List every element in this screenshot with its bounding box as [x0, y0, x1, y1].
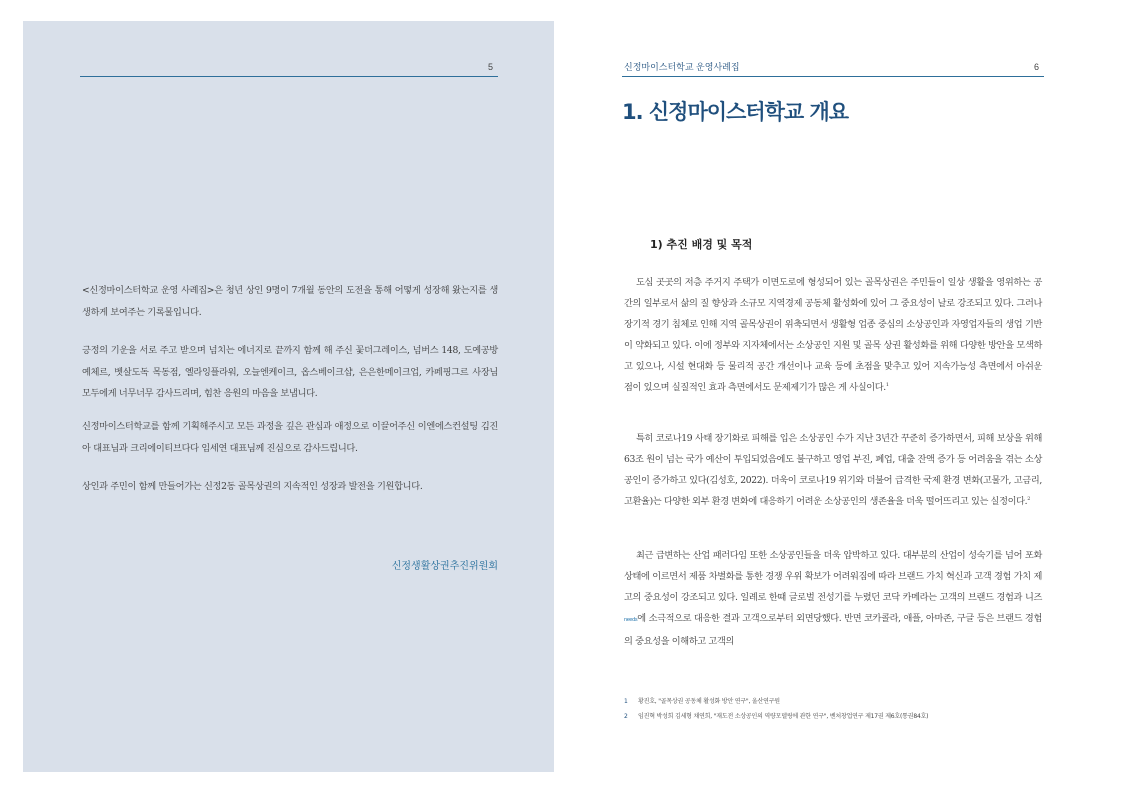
footnote-1-text: 황진호, "골목상권 공동체 활성화 방안 연구", 울산연구원 — [638, 698, 780, 705]
closing-paragraph: 상인과 주민이 함께 만들어가는 신정2동 골목상권의 지속적인 성장과 발전을 기원합니다. — [82, 481, 423, 492]
footnote-ref-2: 2 — [1027, 495, 1031, 502]
footnote-1-number: 1 — [624, 698, 628, 705]
section-heading: 1) 추진 배경 및 목적 — [650, 238, 753, 251]
header-rule-left — [80, 76, 498, 77]
body-paragraph-2-text: 특히 코로나19 사태 장기화로 피해를 입은 소상공인 수가 지난 3년간 꾸준히 증가하면서, 피해 보상을 위해 63조 원이 넘는 국가 예산이 투입되었음에도 불구하고 영업 부진, 폐업, 대출 잔액 증가 등 어려움을 겪는 소상공인이 증가하고 있다(김성호, 2022). 더욱이 코로나19 위기와 더불어 급격한 국제 환경 변화(고물가, 고금리, 고환율)는 다양한 외부 환경 변화에 대응하기 어려운 소상공인의 생존율을 더욱 떨어뜨리고 있는 실정이다. — [624, 433, 1042, 507]
needs-annotation: needs — [624, 617, 638, 623]
signature: 신정생활상권추진위원회 — [391, 561, 498, 572]
body-paragraph-3 — [624, 545, 1042, 652]
footnote-1 — [624, 696, 780, 705]
page-number-right: 6 — [1034, 62, 1040, 72]
chapter-title: 1. 신정마이스터학교 개요 — [622, 100, 849, 124]
body-paragraph-2 — [624, 428, 1042, 512]
thanks-partners-paragraph: 신정마이스터학교를 함께 기획해주시고 모든 과정을 깊은 관심과 애정으로 이끌어주신 이엔에스컨설팅 김진아 대표님과 크리에이티브다다 임세연 대표님께 진심으로 감사드립니다. — [82, 421, 498, 454]
footnote-2-number: 2 — [624, 713, 628, 720]
body-paragraph-1-text: 도심 곳곳의 저층 주거지 주택가 이면도로에 형성되어 있는 골목상권은 주민들이 일상 생활을 영위하는 공간의 일부로서 삶의 질 향상과 소규모 지역경제 공동체 활성화에 있어 그 중요성이 날로 강조되고 있다. 그러나 장기적 경기 침체로 인해 지역 골목상권이 위축되면서 생활형 업종 중심의 소상공인과 자영업자들의 생업 기반이 약화되고 있다. 이에 정부와 지자체에서는 소상공인 지원 및 골목 상권 활성화를 위해 다양한 방안을 모색하고 있으나, 시설 현대화 등 물리적 공간 개선이나 교육 등에 초점을 맞추고 있어 지속가능성 측면에서 아쉬운 점이 있으며 실질적인 효과 측면에서도 문제제기가 많은 게 사실이다. — [624, 277, 1042, 393]
footnote-ref-1: 1 — [885, 381, 889, 388]
header-rule-right — [622, 76, 1044, 77]
thanks-merchants-paragraph: 긍정의 기운을 서로 주고 받으며 넘치는 에너지로 끝까지 함께 해 주신 꽃더그레이스, 넘버스 148, 도예공방예체르, 벳살도독 목동점, 옐라잉플라워, 오늘엔케이크, 옵스베이크샵, 은은한메이크업, 카페핑그르 사장님 모두에게 너무너무 감사드리며, 힘찬 응원의 마음을 보냅니다. — [82, 345, 498, 399]
body-paragraph-3-text-a: 최근 급변하는 산업 패러다임 또한 소상공인들을 더욱 압박하고 있다. 대부분의 산업이 성숙기를 넘어 포화 상태에 이르면서 제품 차별화를 통한 경쟁 우위 확보가 어려워짐에 따라 브랜드 가치 혁신과 고객 경험 가치 제고의 중요성이 강조되고 있다. 일례로 한때 글로벌 전성기를 누렸던 코닥 카메라는 고객의 브랜드 경험과 니즈 — [624, 550, 1042, 603]
body-paragraph-3-text-b: 에 소극적으로 대응한 결과 고객으로부터 외면당했다. 반면 코카콜라, 애플, 아마존, 구글 등은 브랜드 경험의 중요성을 이해하고 고객의 — [624, 613, 1042, 647]
footnote-2 — [624, 711, 928, 720]
body-paragraph-1 — [624, 272, 1042, 398]
running-header: 신정마이스터학교 운영사례집 — [624, 62, 740, 72]
page-number-left: 5 — [488, 62, 494, 72]
footnote-2-text: 임진혁 박성희 김세형 채연희, "재도전 소상공인의 역량모델링에 관한 연구", 벤처창업연구 제17권 제6호(통권84호) — [638, 713, 929, 720]
intro-paragraph: <신정마이스터학교 운영 사례집>은 청년 상인 9명이 7개월 동안의 도전을 통해 어떻게 성장해 왔는지를 생생하게 보여주는 기록물입니다. — [82, 285, 498, 318]
